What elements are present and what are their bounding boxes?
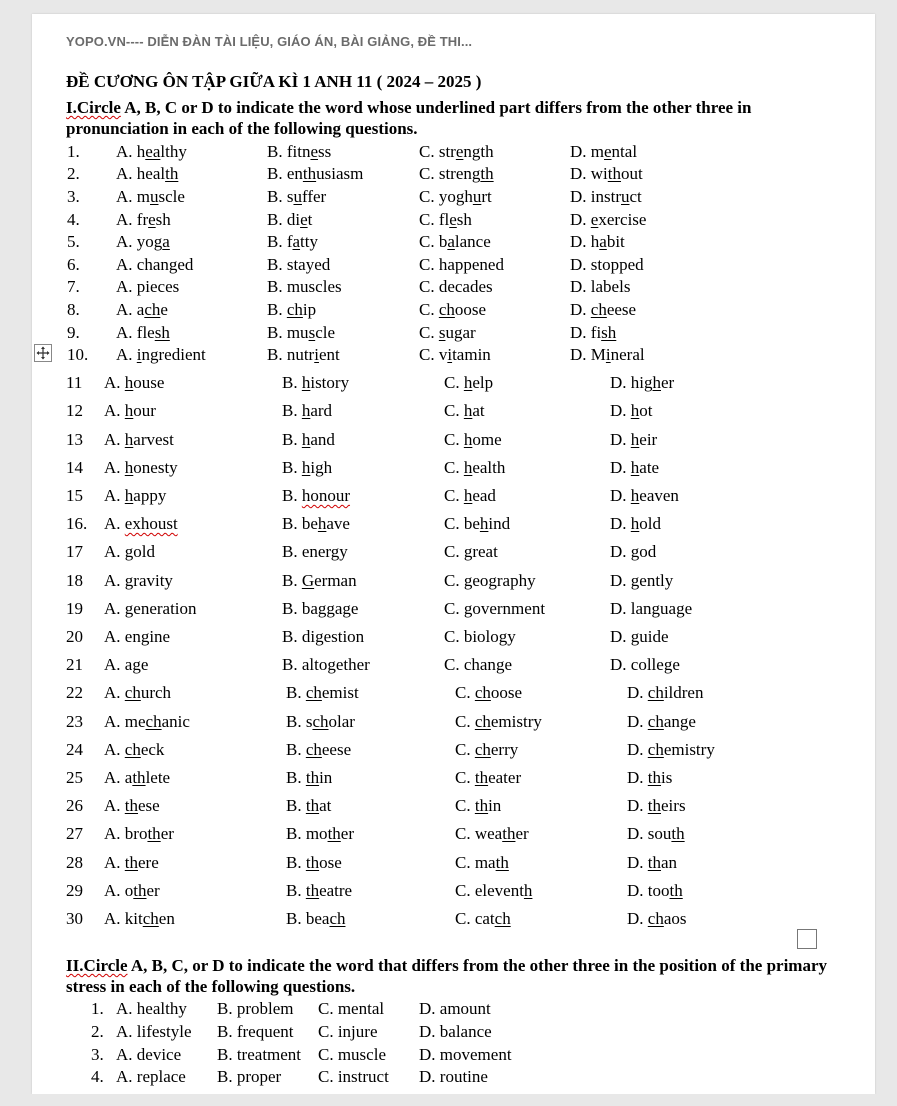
- question-row: [0, 711, 897, 733]
- option-b: B. theatre: [286, 881, 353, 900]
- option-a: A. other: [104, 881, 160, 900]
- question-number: 7.: [67, 277, 80, 296]
- option-d: D. amount: [419, 999, 491, 1018]
- option-a: A. kitchen: [104, 909, 175, 928]
- question-row: [0, 513, 897, 535]
- option-a: A. mechanic: [104, 712, 190, 731]
- option-c: C. decades: [419, 277, 493, 296]
- option-a: A. flesh: [116, 323, 170, 342]
- question-row: [0, 485, 897, 507]
- question-row: [0, 299, 897, 321]
- option-a: A. pieces: [116, 277, 180, 296]
- option-b: B. cheese: [286, 740, 352, 759]
- question-number: 23: [66, 712, 83, 731]
- option-a: A. ingredient: [116, 345, 206, 364]
- question-number: 9.: [67, 323, 80, 342]
- stress-question-row: [0, 1044, 897, 1066]
- question-row: [0, 823, 897, 845]
- option-b: B. muscle: [267, 323, 336, 342]
- question-number: 4.: [91, 1067, 104, 1086]
- option-b: B. altogether: [282, 655, 370, 674]
- option-a: A. health: [116, 164, 179, 183]
- option-d: D. Mineral: [570, 345, 645, 364]
- option-c: C. injure: [318, 1022, 378, 1041]
- option-b: B. beach: [286, 909, 346, 928]
- question-row: [0, 598, 897, 620]
- option-c: C. head: [444, 486, 496, 505]
- option-a: A. church: [104, 683, 172, 702]
- question-number: 8.: [67, 300, 80, 319]
- section-2-heading-prefix: II.Circle: [66, 956, 128, 975]
- option-b: B. muscles: [267, 277, 342, 296]
- question-row: [0, 254, 897, 276]
- option-b: B. chip: [267, 300, 317, 319]
- option-a: A. healthy: [116, 142, 187, 161]
- question-row: [0, 457, 897, 479]
- option-b: B. frequent: [217, 1022, 294, 1041]
- option-d: D. exercise: [570, 210, 647, 229]
- question-row: [0, 682, 897, 704]
- question-number: 3.: [67, 187, 80, 206]
- option-d: D. language: [610, 599, 693, 618]
- option-c: C. behind: [444, 514, 511, 533]
- option-c: C. great: [444, 542, 498, 561]
- option-c: C. flesh: [419, 210, 472, 229]
- option-b: B. that: [286, 796, 332, 815]
- question-number: 21: [66, 655, 83, 674]
- option-c: C. theater: [455, 768, 522, 787]
- question-row: [0, 429, 897, 451]
- option-d: D. fish: [570, 323, 617, 342]
- stress-question-row: [0, 1066, 897, 1088]
- question-number: 2.: [67, 164, 80, 183]
- question-number: 2.: [91, 1022, 104, 1041]
- option-a: A. brother: [104, 824, 174, 843]
- option-b: B. those: [286, 853, 342, 872]
- option-a: A. gold: [104, 542, 156, 561]
- question-row: [0, 880, 897, 902]
- option-b: B. nutrient: [267, 345, 340, 364]
- question-row: [0, 654, 897, 676]
- stress-question-row: [0, 998, 897, 1020]
- option-d: D. cheese: [570, 300, 637, 319]
- question-number: 18: [66, 571, 83, 590]
- option-b: B. history: [282, 373, 350, 392]
- question-row: [0, 908, 897, 930]
- question-number: 24: [66, 740, 83, 759]
- option-a: A. check: [104, 740, 165, 759]
- question-number: 1.: [67, 142, 80, 161]
- question-number: 27: [66, 824, 83, 843]
- question-number: 14: [66, 458, 83, 477]
- option-c: C. instruct: [318, 1067, 389, 1086]
- option-a: A. changed: [116, 255, 194, 274]
- option-d: D. hold: [610, 514, 662, 533]
- option-b: B. diet: [267, 210, 313, 229]
- question-row: [0, 400, 897, 422]
- option-b: B. fatty: [267, 232, 318, 251]
- option-c: C. balance: [419, 232, 491, 251]
- option-d: D. hot: [610, 401, 653, 420]
- option-a: A. fresh: [116, 210, 171, 229]
- table-move-handle-icon[interactable]: [34, 344, 52, 362]
- site-header: YOPO.VN---- DIỄN ĐÀN TÀI LIỆU, GIÁO ÁN, BÀI GIẢNG, ĐỀ THI...: [66, 34, 473, 49]
- question-number: 12: [66, 401, 83, 420]
- question-row: [0, 209, 897, 231]
- option-c: C. geography: [444, 571, 536, 590]
- option-d: D. routine: [419, 1067, 488, 1086]
- option-b: B. stayed: [267, 255, 331, 274]
- option-b: B. honour: [282, 486, 351, 505]
- question-number: 5.: [67, 232, 80, 251]
- option-b: B. treatment: [217, 1045, 302, 1064]
- option-d: D. college: [610, 655, 680, 674]
- question-number: 22: [66, 683, 83, 702]
- option-a: A. ache: [116, 300, 168, 319]
- option-d: D. higher: [610, 373, 675, 392]
- question-row: [0, 767, 897, 789]
- question-row: [0, 276, 897, 298]
- option-c: C. weather: [455, 824, 529, 843]
- option-d: D. gently: [610, 571, 674, 590]
- option-c: C. thin: [455, 796, 502, 815]
- option-a: A. athlete: [104, 768, 171, 787]
- option-d: D. labels: [570, 277, 631, 296]
- question-number: 6.: [67, 255, 80, 274]
- option-a: A. hour: [104, 401, 156, 420]
- question-number: 16.: [66, 514, 88, 533]
- option-a: A. house: [104, 373, 165, 392]
- question-row: [0, 570, 897, 592]
- section-2-heading-text: A, B, C, or D to indicate the word that differs from the other three in the position of the primary stress in each of the following questions.: [66, 956, 827, 996]
- option-a: A. generation: [104, 599, 197, 618]
- option-c: C. math: [455, 853, 509, 872]
- option-a: A. device: [116, 1045, 182, 1064]
- option-a: A. there: [104, 853, 159, 872]
- question-row: [0, 186, 897, 208]
- question-number: 25: [66, 768, 83, 787]
- option-b: B. thin: [286, 768, 333, 787]
- option-d: D. heaven: [610, 486, 679, 505]
- empty-text-box[interactable]: [797, 929, 817, 949]
- option-d: D. tooth: [627, 881, 683, 900]
- option-c: C. eleventh: [455, 881, 533, 900]
- option-c: C. vitamin: [419, 345, 491, 364]
- option-a: A. happy: [104, 486, 167, 505]
- question-row: [0, 626, 897, 648]
- option-a: A. harvest: [104, 430, 174, 449]
- option-a: A. muscle: [116, 187, 185, 206]
- question-number: 13: [66, 430, 83, 449]
- option-b: B. proper: [217, 1067, 282, 1086]
- option-b: B. mother: [286, 824, 355, 843]
- option-d: D. heir: [610, 430, 658, 449]
- option-b: B. enthusiasm: [267, 164, 364, 183]
- option-b: B. behave: [282, 514, 350, 533]
- option-c: C. catch: [455, 909, 511, 928]
- stress-question-row: [0, 1021, 897, 1043]
- option-c: C. sugar: [419, 323, 476, 342]
- option-b: B. digestion: [282, 627, 365, 646]
- option-c: C. mental: [318, 999, 385, 1018]
- option-d: D. stopped: [570, 255, 644, 274]
- option-b: B. scholar: [286, 712, 355, 731]
- question-row: [0, 795, 897, 817]
- option-c: C. yoghurt: [419, 187, 492, 206]
- option-a: A. honesty: [104, 458, 178, 477]
- page-gap: [0, 1094, 897, 1106]
- section-2-heading: [66, 955, 856, 997]
- question-number: 3.: [91, 1045, 104, 1064]
- question-row: [0, 344, 897, 366]
- option-c: C. choose: [455, 683, 523, 702]
- question-row: [0, 163, 897, 185]
- option-a: A. gravity: [104, 571, 173, 590]
- option-c: C. chemistry: [455, 712, 542, 731]
- option-a: A. engine: [104, 627, 171, 646]
- option-d: D. balance: [419, 1022, 492, 1041]
- option-b: B. energy: [282, 542, 348, 561]
- option-c: C. strength: [419, 142, 494, 161]
- option-d: D. change: [627, 712, 696, 731]
- question-number: 26: [66, 796, 83, 815]
- option-d: D. movement: [419, 1045, 512, 1064]
- option-a: A. yoga: [116, 232, 170, 251]
- section-1-heading: [66, 97, 856, 139]
- option-a: A. age: [104, 655, 149, 674]
- question-number: 28: [66, 853, 83, 872]
- option-a: A. healthy: [116, 999, 187, 1018]
- option-d: D. guide: [610, 627, 669, 646]
- option-b: B. fitness: [267, 142, 332, 161]
- question-number: 17: [66, 542, 83, 561]
- option-a: A. exhoust: [104, 514, 178, 533]
- question-row: [0, 322, 897, 344]
- question-number: 4.: [67, 210, 80, 229]
- section-1-heading-text: A, B, C or D to indicate the word whose underlined part differs from the other three in pronunciation in each of the following questions.: [66, 98, 752, 138]
- option-a: A. lifestyle: [116, 1022, 192, 1041]
- option-c: C. biology: [444, 627, 516, 646]
- option-c: C. hat: [444, 401, 485, 420]
- option-c: C. cherry: [455, 740, 519, 759]
- question-number: 20: [66, 627, 83, 646]
- option-d: D. instruct: [570, 187, 642, 206]
- question-number: 29: [66, 881, 83, 900]
- option-c: C. muscle: [318, 1045, 386, 1064]
- option-a: A. replace: [116, 1067, 186, 1086]
- option-d: D. without: [570, 164, 643, 183]
- option-a: A. these: [104, 796, 160, 815]
- option-d: D. children: [627, 683, 704, 702]
- question-row: [0, 852, 897, 874]
- option-c: C. change: [444, 655, 512, 674]
- option-d: D. theirs: [627, 796, 686, 815]
- question-number: 11: [66, 373, 83, 392]
- question-row: [0, 231, 897, 253]
- question-number: 15: [66, 486, 83, 505]
- option-c: C. happened: [419, 255, 504, 274]
- question-row: [0, 541, 897, 563]
- option-d: D. hate: [610, 458, 660, 477]
- option-c: C. home: [444, 430, 502, 449]
- question-number: 1.: [91, 999, 104, 1018]
- option-d: D. south: [627, 824, 685, 843]
- option-b: B. baggage: [282, 599, 359, 618]
- option-c: C. government: [444, 599, 546, 618]
- option-b: B. hand: [282, 430, 335, 449]
- question-number: 19: [66, 599, 83, 618]
- option-b: B. hard: [282, 401, 333, 420]
- option-b: B. chemist: [286, 683, 359, 702]
- option-d: D. this: [627, 768, 673, 787]
- question-row: [0, 141, 897, 163]
- option-d: D. mental: [570, 142, 638, 161]
- option-b: B. German: [282, 571, 357, 590]
- option-d: D. habit: [570, 232, 625, 251]
- document-title: ĐỀ CƯƠNG ÔN TẬP GIỮA KÌ 1 ANH 11 ( 2024 – 2025 ): [66, 72, 482, 91]
- option-c: C. help: [444, 373, 494, 392]
- section-1-heading-prefix: I.Circle: [66, 98, 121, 117]
- option-d: D. chemistry: [627, 740, 715, 759]
- question-row: [0, 739, 897, 761]
- option-b: B. high: [282, 458, 333, 477]
- option-d: D. god: [610, 542, 657, 561]
- option-b: B. problem: [217, 999, 294, 1018]
- option-d: D. than: [627, 853, 678, 872]
- option-d: D. chaos: [627, 909, 687, 928]
- question-row: [0, 372, 897, 394]
- question-number: 10.: [67, 345, 89, 364]
- option-c: C. health: [444, 458, 506, 477]
- option-c: C. strength: [419, 164, 494, 183]
- question-number: 30: [66, 909, 83, 928]
- option-c: C. choose: [419, 300, 487, 319]
- option-b: B. suffer: [267, 187, 327, 206]
